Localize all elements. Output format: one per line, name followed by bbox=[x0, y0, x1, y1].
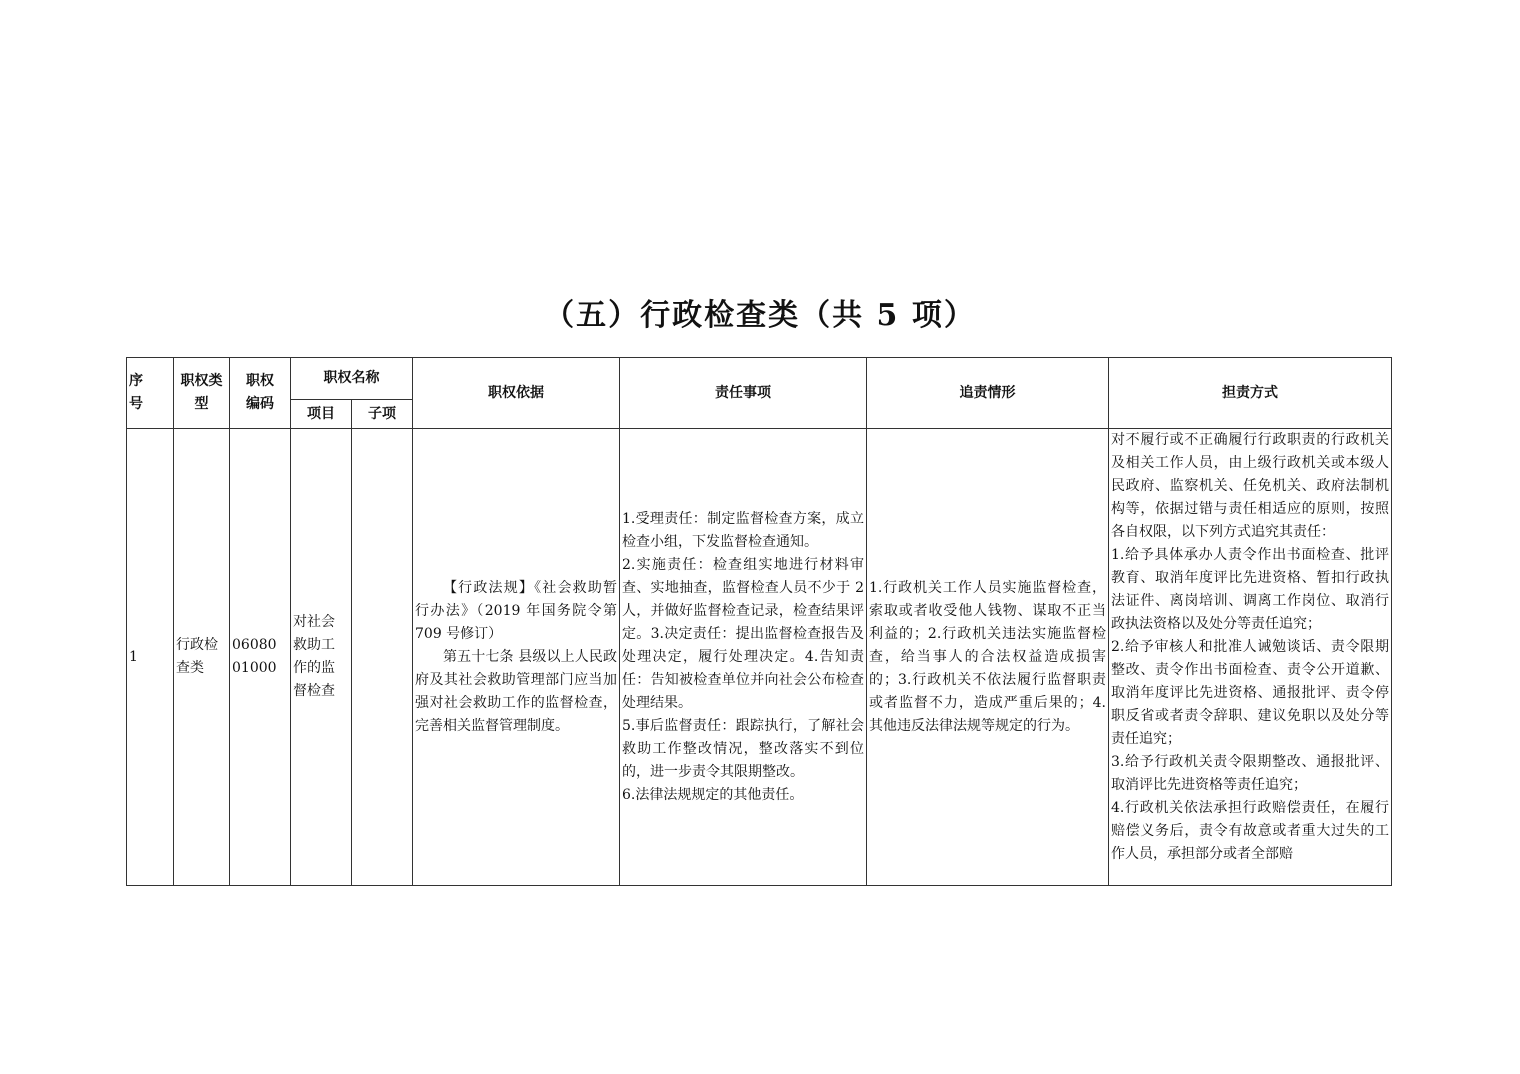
cell-basis bbox=[413, 429, 620, 886]
basis-regulation: 【行政法规】《社会救助暂行办法》（2019 年国务院令第 709 号修订） bbox=[415, 579, 617, 642]
header-name-group: 职权名称 bbox=[291, 358, 413, 400]
header-index: 序 号 bbox=[127, 358, 174, 429]
header-row bbox=[127, 358, 1392, 400]
cell-type: 行政检 查类 bbox=[174, 429, 230, 886]
page-title: （五）行政检查类（共 5 项） bbox=[544, 298, 976, 333]
header-code: 职权 编码 bbox=[230, 358, 291, 429]
cell-index: 1 bbox=[127, 429, 174, 886]
header-name-item: 项目 bbox=[291, 400, 352, 429]
header-type: 职权类 型 bbox=[174, 358, 230, 429]
basis-article: 第五十七条 县级以上人民政府及其社会救助管理部门应当加强对社会救助工作的监督检查，完善相关监督管理制度。 bbox=[415, 648, 617, 734]
header-penalty: 担责方式 bbox=[1109, 358, 1392, 429]
penalty-text: 对不履行或不正确履行行政职责的行政机关及相关工作人员，由上级行政机关或本级人民政府、监察机关、任免机关、政府法制机构等，依据过错与责任相适应的原则，按照各自权限，以下列方式追究其责任： 1.给予具体承办人责令作出书面检查、批评教育、取消年度评比先进资格、暂扣行政执法证件、离岗培训、调离工作岗位、取消行政执法资格以及处分等责任追究； 2.给予审核人和批准人诫勉谈话、责令限期整改、责令作出书面检查、责令公开道歉、取消年度评比先进资格、通报批评、责令停职反省或者责令辞职、建议免职以及处分等责任追究； 3.给予行政机关责令限期整改、通报批评、取消评比先进资格等责任追究； 4.行政机关依法承担行政赔偿责任，在履行赔偿义务后，责令有故意或者重大过失的工作人员，承担部分或者全部赔 bbox=[1111, 432, 1389, 862]
cell-penalty bbox=[1109, 429, 1392, 886]
header-accountability: 追责情形 bbox=[867, 358, 1109, 429]
header-basis: 职权依据 bbox=[413, 358, 620, 429]
header-responsibility: 责任事项 bbox=[620, 358, 867, 429]
cell-code: 06080 01000 bbox=[230, 429, 291, 886]
power-list-table bbox=[126, 357, 1392, 886]
header-name-subitem: 子项 bbox=[352, 400, 413, 429]
cell-subitem bbox=[352, 429, 413, 886]
cell-responsibility: 1.受理责任：制定监督检查方案，成立检查小组，下发监督检查通知。 2.实施责任：检查组实地进行材料审查、实地抽查，监督检查人员不少于 2 人，并做好监督检查记录，检查结果评定。3.决定责任：提出监督检查报告及处理决定，履行处理决定。4.告知责任：告知被检查单位并向社会公布检查处理结果。 5.事后监督责任：跟踪执行，了解社会救助工作整改情况，整改落实不到位的，进一步责令其限期整改。 6.法律法规规定的其他责任。 bbox=[620, 429, 867, 886]
cell-item: 对社会 救助工 作的监 督检查 bbox=[291, 429, 352, 886]
table-row bbox=[127, 429, 1392, 886]
cell-accountability: 1.行政机关工作人员实施监督检查，索取或者收受他人钱物、谋取不正当利益的；2.行政机关违法实施监督检查，给当事人的合法权益造成损害的；3.行政机关不依法履行监督职责或者监督不力，造成严重后果的；4.其他违反法律法规等规定的行为。 bbox=[867, 429, 1109, 886]
